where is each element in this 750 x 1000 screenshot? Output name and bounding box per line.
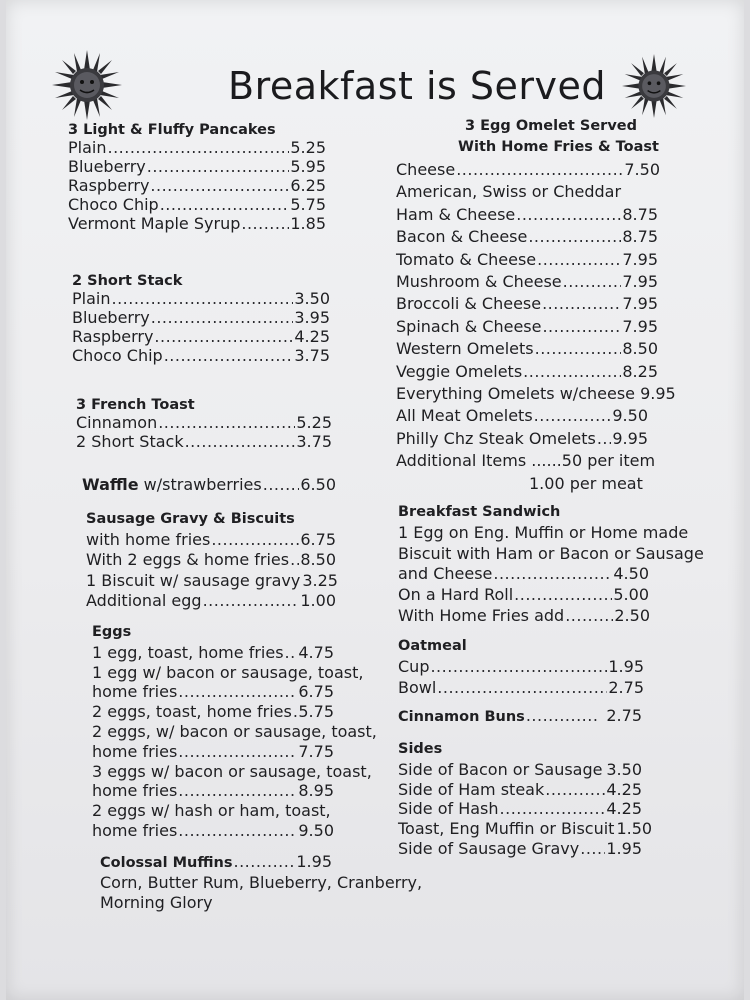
eggs-section	[92, 623, 377, 841]
menu-item: 1 egg, toast, home fries ..... 4.75	[92, 643, 334, 663]
menu-item: home fries ..... 7.75	[92, 742, 334, 762]
menu-item: All Meat Omelets ..... 9.50	[396, 405, 648, 427]
menu-item: home fries ..... 6.75	[92, 682, 334, 702]
menu-item: Cinnamon Buns ..... 2.75	[398, 706, 642, 725]
item-description: 2 eggs w/ hash or ham, toast,	[92, 801, 331, 821]
menu-item: Vermont Maple Syrup ..... 1.85	[68, 214, 326, 233]
section-heading: Eggs	[92, 624, 132, 640]
menu-item: Choco Chip ..... 3.75	[72, 346, 330, 365]
item-description: American, Swiss or Cheddar	[396, 182, 622, 202]
menu-item: home fries ..... 8.95	[92, 781, 334, 801]
menu-item: Ham & Cheese ..... 8.75	[396, 204, 658, 226]
menu-item: With 2 eggs & home fries ..... 8.50	[86, 550, 336, 571]
sandwich-section	[398, 502, 704, 627]
section-heading: Breakfast Sandwich	[398, 504, 561, 520]
item-description: Morning Glory	[100, 893, 213, 912]
menu-item: Cheese ..... 7.50	[396, 159, 660, 181]
menu-item: Bowl ..... 2.75	[398, 678, 644, 699]
waffle-section	[82, 475, 336, 494]
menu-item: 1 Biscuit w/ sausage gravy 3.25	[86, 570, 338, 590]
menu-item: Mushroom & Cheese ..... 7.95	[396, 271, 658, 293]
menu-item: home fries ..... 9.50	[92, 821, 334, 841]
menu-item: Tomato & Cheese ..... 7.95	[396, 249, 658, 271]
item-description: 1 egg w/ bacon or sausage, toast,	[92, 662, 364, 682]
sun-icon	[52, 50, 122, 120]
item-description: Additional Items ......50 per item	[396, 451, 656, 471]
menu-item: Western Omelets ..... 8.50	[396, 338, 658, 360]
item-description: 1 Egg on Eng. Muffin or Home made	[398, 522, 689, 542]
section-heading: Sausage Gravy & Biscuits	[86, 511, 295, 527]
item-description: 2 eggs, w/ bacon or sausage, toast,	[92, 721, 377, 741]
item-description: Corn, Butter Rum, Blueberry, Cranberry,	[100, 873, 423, 892]
menu-item: Raspberry ..... 4.25	[72, 327, 330, 346]
menu-item: Everything Omelets w/cheese 9.95	[396, 384, 676, 404]
section-heading: Oatmeal	[398, 638, 467, 654]
menu-item: On a Hard Roll ..... 5.00	[398, 585, 649, 606]
menu-item: 2 eggs, toast, home fries ..... 5.75	[92, 702, 334, 722]
menu-item: Waffle w/strawberries ..... 6.50	[82, 475, 336, 494]
menu-item: Blueberry ..... 5.95	[68, 157, 326, 176]
french-toast-section	[76, 397, 332, 451]
menu-item: Broccoli & Cheese ..... 7.95	[396, 293, 658, 315]
menu-item: Side of Ham steak ..... 4.25	[398, 780, 642, 800]
omelet-section	[396, 159, 676, 495]
menu-item: Philly Chz Steak Omelets ..... 9.95	[396, 428, 648, 450]
menu-item: Additional egg ..... 1.00	[86, 591, 336, 612]
menu-item: Side of Hash ..... 4.25	[398, 799, 642, 819]
menu-item: Cup ..... 1.95	[398, 657, 644, 678]
menu-item: Choco Chip ..... 5.75	[68, 195, 326, 214]
item-description: 1.00 per meat	[529, 473, 643, 493]
gravy-section	[86, 509, 336, 612]
menu-item: Plain ..... 5.25	[68, 138, 326, 157]
menu-item: Spinach & Cheese ..... 7.95	[396, 316, 658, 338]
menu-item: Cinnamon ..... 5.25	[76, 413, 332, 432]
short-stack-section	[72, 273, 330, 365]
menu-item: and Cheese ..... 4.50	[398, 564, 649, 585]
cinnamon-buns-section	[398, 706, 642, 725]
item-description: 3 eggs w/ bacon or sausage, toast,	[92, 761, 372, 781]
menu-item: Toast, Eng Muffin or Biscuit 1.50	[398, 819, 653, 839]
menu-item: Colossal Muffins ..... 1.95	[100, 852, 332, 873]
pancakes-section	[68, 122, 326, 233]
section-heading: 3 French Toast	[76, 397, 195, 413]
page-title: Breakfast is Served	[228, 64, 607, 108]
menu-item: Raspberry ..... 6.25	[68, 176, 326, 195]
menu-item: Veggie Omelets ..... 8.25	[396, 361, 658, 383]
menu-item: 2 Short Stack ..... 3.75	[76, 432, 332, 451]
menu-item: with home fries ..... 6.75	[86, 530, 336, 551]
omelet-heading: 3 Egg Omelet Served	[465, 118, 637, 134]
muffins-section	[100, 852, 423, 913]
menu-item: Blueberry ..... 3.95	[72, 308, 330, 327]
sides-section	[398, 740, 653, 859]
section-heading: 2 Short Stack	[72, 273, 183, 289]
menu-item: Plain ..... 3.50	[72, 289, 330, 308]
menu-page	[6, 0, 744, 1000]
oatmeal-section	[398, 636, 644, 698]
item-description: Biscuit with Ham or Bacon or Sausage	[398, 543, 704, 563]
section-heading: Sides	[398, 741, 443, 757]
section-heading: 3 Light & Fluffy Pancakes	[68, 122, 276, 138]
menu-item: Side of Bacon or Sausage ..... 3.50	[398, 760, 642, 780]
menu-item: Bacon & Cheese ..... 8.75	[396, 226, 658, 248]
omelet-subheading: With Home Fries & Toast	[458, 139, 659, 155]
sun-icon	[622, 54, 686, 118]
menu-item: With Home Fries add ..... 2.50	[398, 606, 650, 627]
menu-item: Side of Sausage Gravy ..... 1.95	[398, 839, 642, 859]
